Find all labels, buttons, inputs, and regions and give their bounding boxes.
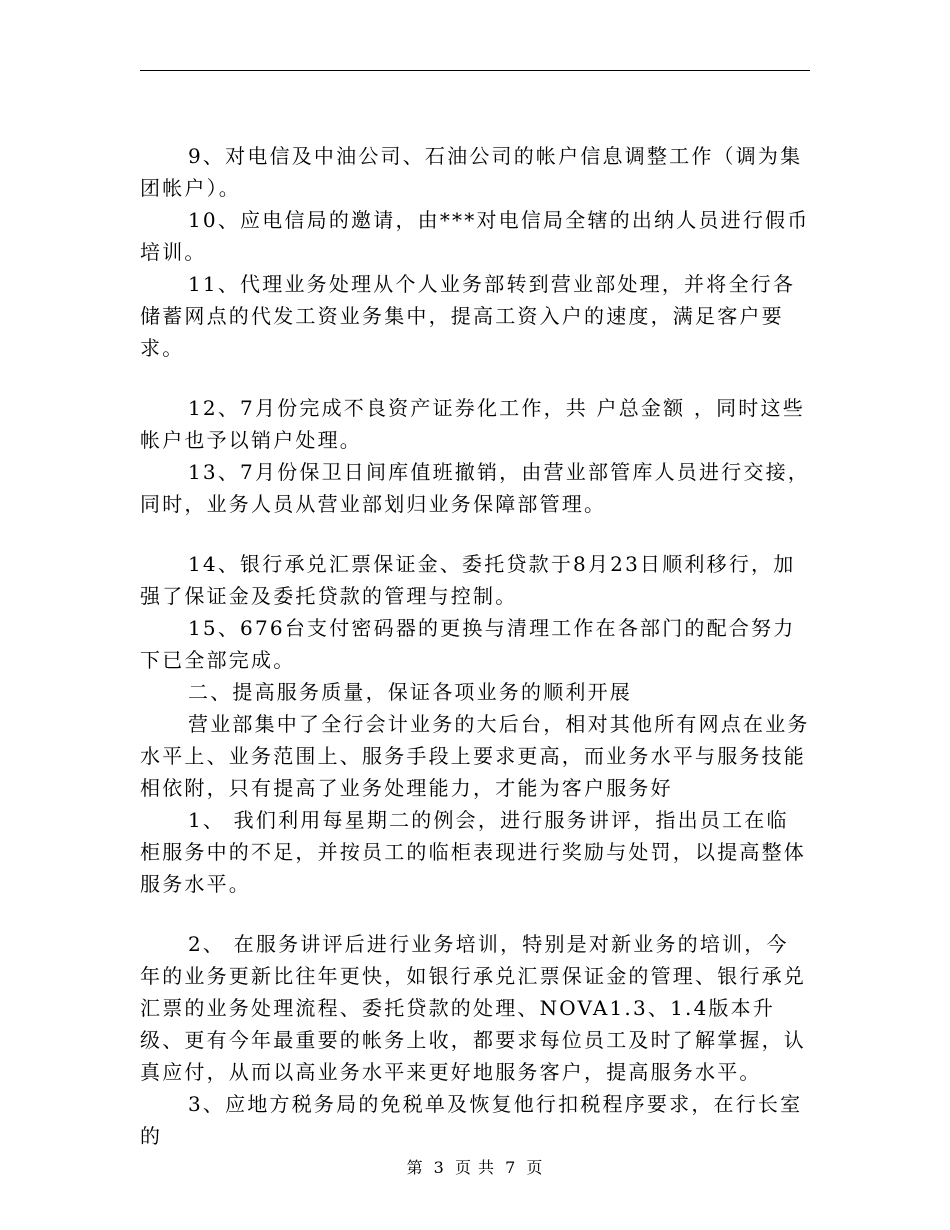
paragraph-item-9: 9、对电信及中油公司、石油公司的帐户信息调整工作（调为集团帐户）。 — [140, 144, 803, 200]
paragraph-item-13: 13、7月份保卫日间库值班撤销，由营业部管库人员进行交接，同时，业务人员从营业部划归业务保障部管理。 — [140, 460, 810, 516]
section-intro-paragraph: 营业部集中了全行会计业务的大后台，相对其他所有网点在业务水平上、业务范围上、服务手段上要求更高，而业务水平与服务技能相依附，只有提高了业务处理能力，才能为客户服务好 — [140, 712, 810, 800]
paragraph-item-12: 12、7月份完成不良资产证券化工作，共 户总金额 ，同时这些帐户也予以销户处理。 — [140, 396, 805, 452]
paragraph-item-10: 10、应电信局的邀请，由***对电信局全辖的出纳人员进行假币培训。 — [140, 208, 810, 264]
footer-current-page: 3 — [433, 1158, 445, 1177]
footer-middle: 页 共 — [454, 1158, 496, 1177]
paragraph-item-11: 11、代理业务处理从个人业务部转到营业部处理，并将全行各储蓄网点的代发工资业务集中，提高工资入户的速度，满足客户要求。 — [140, 272, 796, 360]
header-rule — [140, 70, 810, 71]
paragraph-service-3: 3、应地方税务局的免税单及恢复他行扣税程序要求，在行长室的 — [140, 1092, 803, 1148]
footer-suffix: 页 — [526, 1158, 544, 1177]
paragraph-service-2: 2、 在服务讲评后进行业务培训，特别是对新业务的培训，今年的业务更新比往年更快，如银行承兑汇票保证金的管理、银行承兑汇票的业务处理流程、委托贷款的处理、NOVA1.3、1.4版本升级、更有今年最重要的帐务上收，都要求每位员工及时了解掌握，认真应付，从而以高业务水平来更好地服务客户，提高服务水平。 — [140, 932, 806, 1084]
paragraph-item-15: 15、676台支付密码器的更换与清理工作在各部门的配合努力下已全部完成。 — [140, 616, 796, 672]
footer-total-pages: 7 — [505, 1158, 517, 1177]
page-footer — [0, 1155, 950, 1178]
footer-prefix: 第 — [406, 1158, 424, 1177]
document-body — [140, 140, 810, 1152]
section-heading-2: 二、提高服务质量，保证各项业务的顺利开展 — [188, 680, 632, 704]
paragraph-service-1: 1、 我们利用每星期二的例会，进行服务讲评，指出员工在临柜服务中的不足，并按员工的临柜表现进行奖励与处罚，以提高整体服务水平。 — [140, 808, 806, 896]
paragraph-item-14: 14、银行承兑汇票保证金、委托贷款于8月23日顺利移行，加强了保证金及委托贷款的管理与控制。 — [140, 552, 796, 608]
